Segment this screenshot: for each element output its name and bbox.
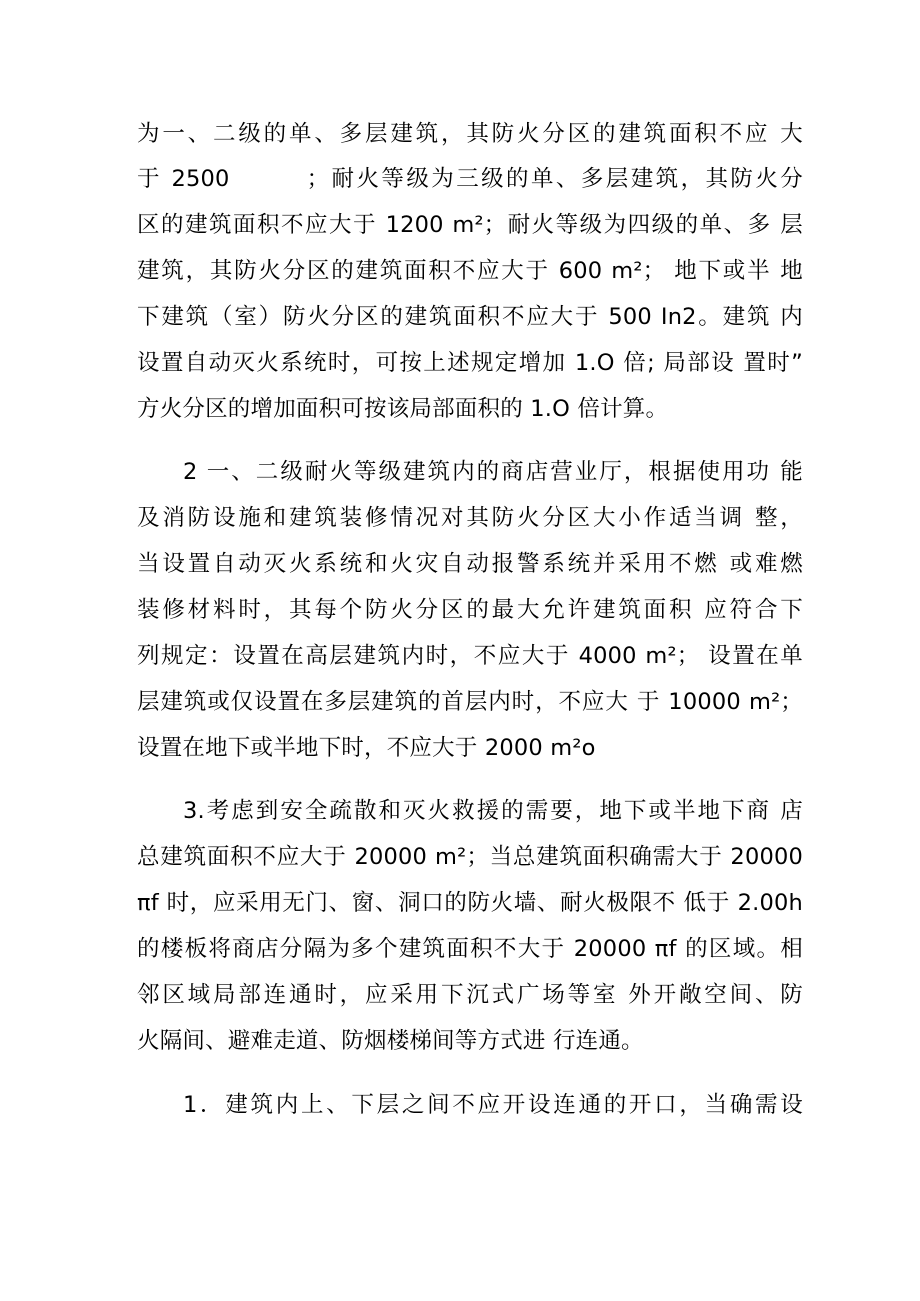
text-line: 火隔间、避难走道、防烟楼梯间等方式进 行连通。 [137,1028,644,1054]
text-line: 建筑，其防火分区的建筑面积不应大于 600 m²； 地下或半 地 [137,258,803,284]
text-line: 列规定：设置在高层建筑内时，不应大于 4000 m²； 设置在单 [137,643,803,669]
text-line: 区的建筑面积不应大于 1200 m²；耐火等级为四级的单、多 层 [137,212,803,238]
text-line: 3.考虑到安全疏散和灭火救援的需要，地下或半地下商 店 [183,798,803,824]
text-line: 设置在地下或半地下时，不应大于 2000 m²o [137,735,596,761]
text-line: 于 2500 ；耐火等级为三级的单、多层建筑，其防火分 [137,166,803,192]
text-line: 1．建筑内上、下层之间不应开设连通的开口，当确需设 [183,1092,803,1118]
text-line: πf 时，应采用无门、窗、洞口的防火墙、耐火极限不 低于 2.00h [137,890,803,916]
text-line: 及消防设施和建筑装修情况对其防火分区大小作适当调 整， [137,505,803,531]
text-line: 2 一、二级耐火等级建筑内的商店营业厅，根据使用功 能 [183,459,803,485]
text-line: 设置自动灭火系统时，可按上述规定增加 1.O 倍; 局部设 置时” [137,350,803,376]
text-line: 装修材料时，其每个防火分区的最大允许建筑面积 应符合下 [137,597,803,623]
text-line: 的楼板将商店分隔为多个建筑面积不大于 20000 πf 的区域。相 [137,936,803,962]
text-line: 当设置自动灭火系统和火灾自动报警系统并采用不燃 或难燃 [137,551,803,577]
text-line: 总建筑面积不应大于 20000 m²；当总建筑面积确需大于 20000 [137,844,803,870]
text-line: 为一、二级的单、多层建筑，其防火分区的建筑面积不应 大 [137,121,803,147]
text-line: 下建筑（室）防火分区的建筑面积不应大于 500 In2。建筑 内 [137,304,803,330]
text-line: 方火分区的增加面积可按该局部面积的 1.O 倍计算。 [137,396,669,422]
text-line: 层建筑或仅设置在多层建筑的首层内时，不应大 于 10000 m²； [137,689,803,715]
text-line: 邻区域局部连通时，应采用下沉式广场等室 外开敞空间、防 [137,982,803,1008]
